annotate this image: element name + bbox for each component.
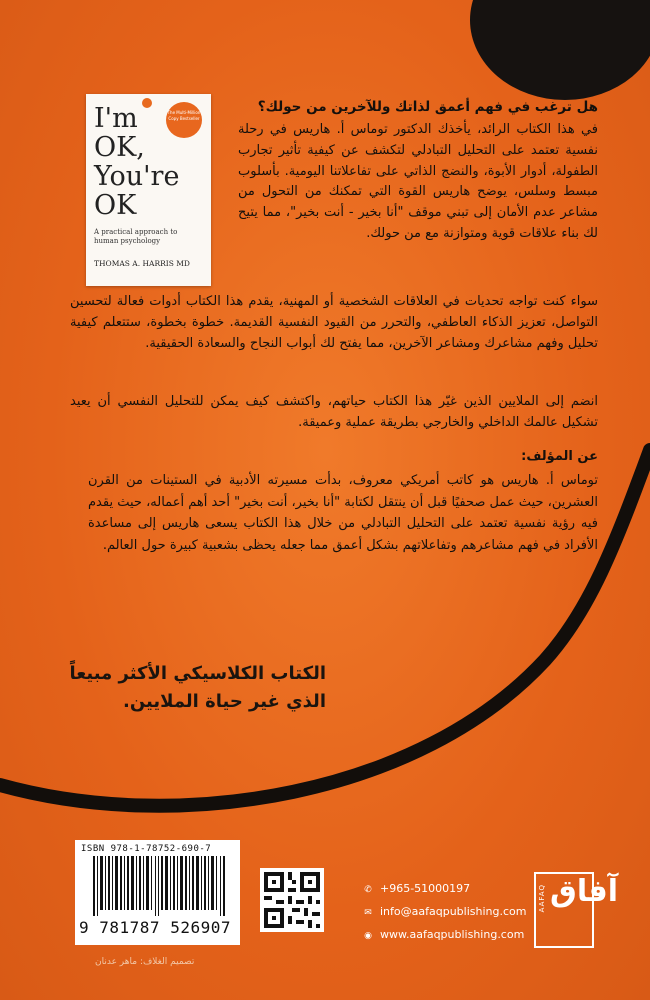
globe-icon: ◉ xyxy=(364,931,372,941)
publisher-logo xyxy=(534,872,619,948)
qr-code xyxy=(260,868,324,932)
email-icon: ✉ xyxy=(364,908,372,918)
contact-phone xyxy=(362,882,470,895)
intro-paragraph-2: سواء كنت تواجه تحديات في العلاقات الشخصية أو المهنية، يقدم هذا الكتاب أدوات فعالة لتحسين التواصل، تعزيز الذكاء العاطفي، والتحرر من القيود النفسية القديمة. خطوة بخطوة، ستتعلم كيفية تحليل وفهم مشاعرك ومشاعر الآخرين، مما يفتح لك أبواب النجاح والسعادة الحقيقية. xyxy=(70,294,598,351)
author-bio: توماس أ. هاريس هو كاتب أمريكي معروف، بدأت مسيرته الأدبية في الستينات من القرن العشرين، حيث عمل صحفيًا قبل أن ينتقل لكتابة "أنا بخير، أنت بخير" أحد أهم أعماله، حيث يقدم فيه رؤية نفسية تعتمد على التحليل التبادلي من خلال هذا الكتاب يسعى هاريس إلى مساعدة الأفراد في فهم مشاعرهم وتفاعلاتهم بشكل أعمق مما جعله يحظى بشعبية كبيرة حول العالم. xyxy=(88,473,598,553)
isbn-label: ISBN 978-1-78752-690-7 xyxy=(81,844,212,854)
publisher-logo-en: AAFAQ xyxy=(538,884,546,913)
website-url: www.aafaqpublishing.com xyxy=(380,928,525,941)
phone-number: +965-51000197 xyxy=(380,882,471,895)
intro-heading: هل ترغب في فهم أعمق لذاتك وللآخرين من حولك؟ xyxy=(257,99,598,115)
contact-website xyxy=(362,928,524,941)
tagline xyxy=(46,660,326,716)
barcode-box xyxy=(75,840,240,945)
thumbnail-subtitle: A practical approach to human psychology xyxy=(94,228,178,245)
book-cover-thumbnail xyxy=(86,94,211,286)
barcode-number: 9 781787 526907 xyxy=(79,918,231,937)
publisher-logo-ar: آفاق xyxy=(550,874,619,909)
email-address: info@aafaqpublishing.com xyxy=(380,905,527,918)
intro-paragraph-3: انضم إلى الملايين الذين غيّر هذا الكتاب حياتهم، واكتشف كيف يمكن للتحليل النفسي أن يعيد تشكيل عالمك الداخلي والخارجي بطريقة عملية وعميقة. xyxy=(70,394,598,430)
tagline-line-2: الذي غير حياة الملايين. xyxy=(123,691,326,712)
cover-design-credit: تصميم الغلاف: ماهر عدنان xyxy=(95,957,195,967)
barcode-bars xyxy=(93,856,225,916)
thumbnail-title: I'm OK, You're OK xyxy=(94,103,180,221)
intro-paragraph-1: في هذا الكتاب الرائد، يأخذك الدكتور توماس أ. هاريس في رحلة نفسية تعتمد على التحليل التبادلي لتكشف عن كيفية تأثير تجارب الطفولة، أدوار الأبوة، والنضج الذاتي على تفاعلاتنا اليومية. بأسلوب مبسط وسلس، يوضح هاريس القوة التي تمكنك من التحول من مشاعر عدم الأمان إلى تبني موقف "أنا بخير - أنت بخير"، مما يتيح لك بناء علاقات قوية ومتوازنة مع من حولك. xyxy=(238,122,598,241)
bestseller-sticker: The Multi-Million Copy Bestseller xyxy=(166,102,202,138)
thumbnail-author: THOMAS A. HARRIS MD xyxy=(94,259,190,268)
phone-icon: ✆ xyxy=(364,885,372,895)
author-heading: عن المؤلف: xyxy=(521,449,598,464)
contact-email xyxy=(362,905,526,918)
tagline-line-1: الكتاب الكلاسيكي الأكثر مبيعاً xyxy=(69,663,326,684)
qr-code-pattern xyxy=(260,868,324,932)
